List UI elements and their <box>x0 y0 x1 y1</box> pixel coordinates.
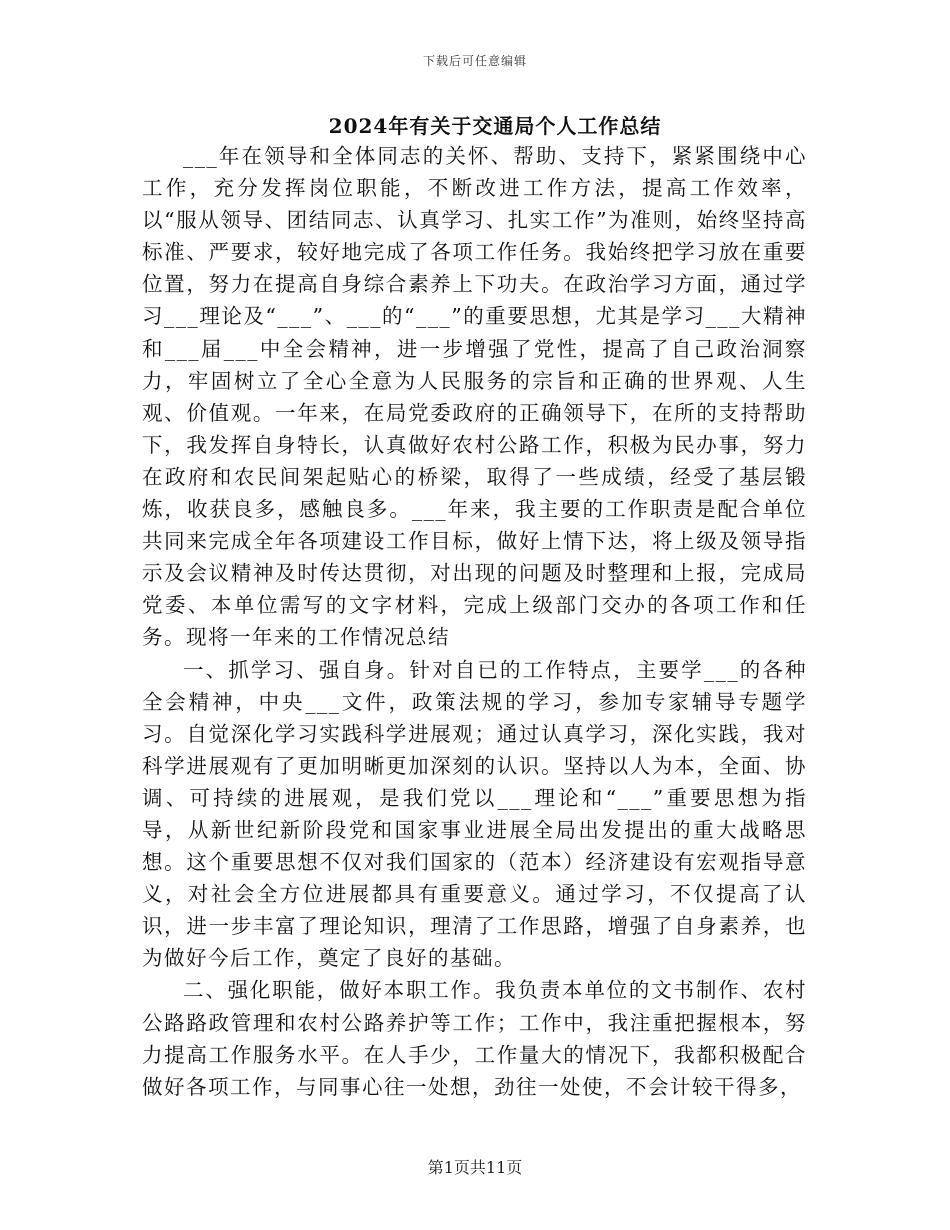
header-note: 下载后可任意编辑 <box>422 54 527 68</box>
paragraph-section-1: 一、抓学习、强自身。针对自已的工作特点，主要学___的各种全会精神，中央___文件，政策法规的学习，参加专家辅导专题学习。自觉深化学习实践科学进展观；通过认真学习，深化实践，我对科学进展观有了更加明晰更加深刻的认识。坚持以人为本，全面、协调、可持续的进展观，是我们党以___理论和“___”重要思想为指导，从新世纪新阶段党和国家事业进展全局出发提出的重大战略思想。这个重要思想不仅对我们国家的（范本）经济建设有宏观指导意义，对社会全方位进展都具有重要意义。通过学习，不仅提高了认识，进一步丰富了理论知识，理清了工作思路，增强了自身素养，也为做好今后工作，奠定了良好的基础。 <box>142 657 807 971</box>
page-footer: 第1页共11页 <box>427 1158 523 1177</box>
document-title: 2024年有关于交通局个人工作总结 <box>328 114 662 138</box>
paragraph-section-2: 二、强化职能，做好本职工作。我负责本单位的文书制作、农村公路路政管理和农村公路养护等工作；工作中，我注重把握根本，努力提高工作服务水平。在人手少，工作量大的情况下，我都积极配合做好各项工作，与同事心往一处想，劲往一处使，不会计较干得多， <box>142 978 807 1099</box>
paragraph-intro: ___年在领导和全体同志的关怀、帮助、支持下，紧紧围绕中心工作，充分发挥岗位职能，不断改进工作方法，提高工作效率，以“服从领导、团结同志、认真学习、扎实工作”为准则，始终坚持高标准、严要求，较好地完成了各项工作任务。我始终把学习放在重要位置，努力在提高自身综合素养上下功夫。在政治学习方面，通过学习___理论及“___”、___的“___”的重要思想，尤其是学习___大精神和___届___中全会精神，进一步增强了党性，提高了自己政治洞察力，牢固树立了全心全意为人民服务的宗旨和正确的世界观、人生观、价值观。一年来，在局党委政府的正确领导下，在所的支持帮助下，我发挥自身特长，认真做好农村公路工作，积极为民办事，努力在政府和农民间架起贴心的桥梁，取得了一些成绩，经受了基层锻炼，收获良多，感触良多。___年来，我主要的工作职责是配合单位共同来完成全年各项建设工作目标，做好上情下达，将上级及领导指示及会议精神及时传达贯彻，对出现的问题及时整理和上报，完成局党委、本单位需写的文字材料，完成上级部门交办的各项工作和任务。现将一年来的工作情况总结 <box>142 144 807 650</box>
document-body <box>142 140 807 1103</box>
